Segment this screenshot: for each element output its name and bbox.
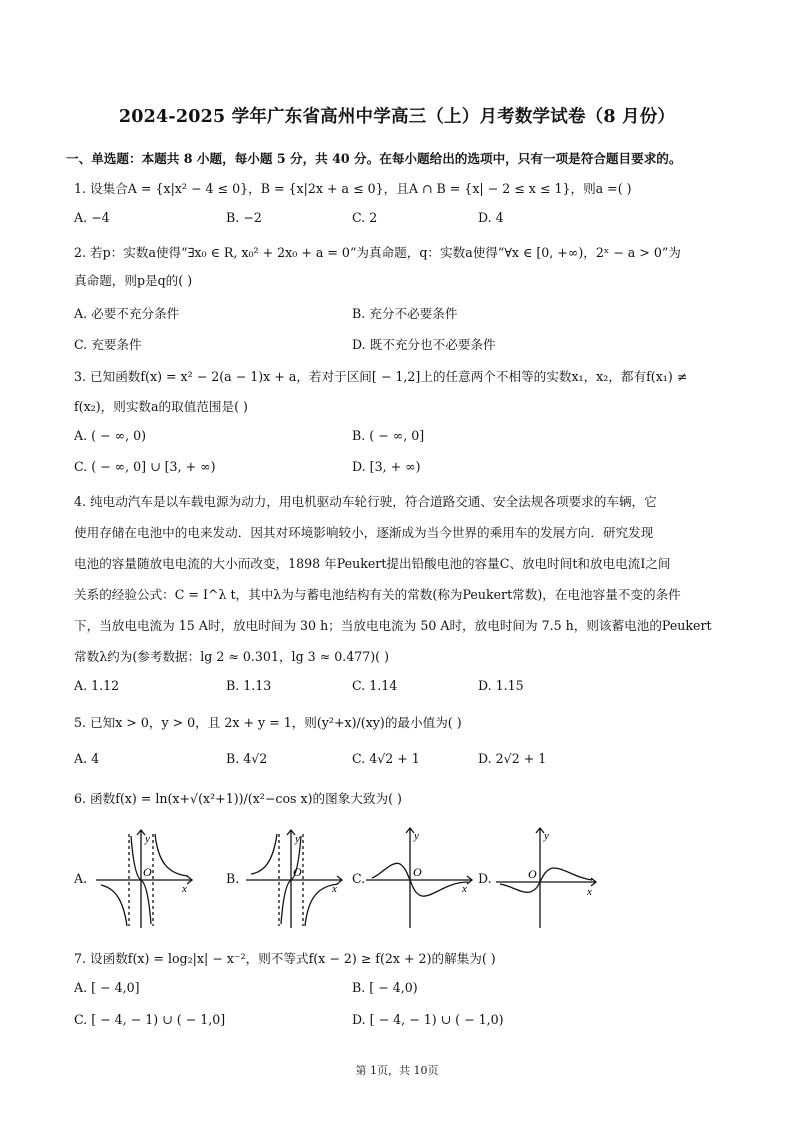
question-6-option-c: C. bbox=[352, 871, 366, 886]
question-3-option-c: C. ( − ∞, 0] ∪ [3, + ∞) bbox=[74, 459, 216, 474]
question-6-option-b: B. bbox=[226, 871, 240, 886]
y-axis-label: y bbox=[145, 833, 150, 845]
question-2-option-d: D. 既不充分也不必要条件 bbox=[352, 337, 496, 352]
question-5-option-d: D. 2√2 + 1 bbox=[478, 751, 547, 766]
curve-left bbox=[101, 885, 127, 926]
function-curve bbox=[500, 868, 592, 892]
page-title: 2024-2025 学年广东省高州中学高三（上）月考数学试卷（8 月份） bbox=[118, 107, 676, 127]
question-3-option-b: B. ( − ∞, 0] bbox=[352, 428, 425, 443]
question-4-text-line-5: 下，当放电电流为 15 A时，放电时间为 30 h；当放电电流为 50 A时，放电时间为 7.5 h，则该蓄电池的Peukert bbox=[74, 618, 712, 633]
question-5-text: 5. 已知x > 0，y > 0，且 2x + y = 1，则(y²+x)/(xy)的最小值为( ) bbox=[74, 715, 462, 730]
curve-left bbox=[251, 834, 277, 874]
question-4-option-b: B. 1.13 bbox=[226, 678, 272, 693]
graph-d bbox=[496, 822, 602, 930]
question-6-option-a: A. bbox=[74, 871, 88, 886]
question-2-option-b: B. 充分不必要条件 bbox=[352, 306, 458, 321]
question-2-option-c: C. 充要条件 bbox=[74, 337, 142, 352]
question-7-option-a: A. [ − 4,0] bbox=[74, 980, 140, 995]
question-6-text: 6. 函数f(x) = ln(x+√(x²+1))/(x²−cos x)的图象大致为( ) bbox=[74, 791, 402, 806]
y-axis-label: y bbox=[414, 830, 419, 842]
question-3-option-a: A. ( − ∞, 0) bbox=[74, 428, 146, 443]
origin-label: O bbox=[413, 865, 422, 879]
x-axis-label: x bbox=[587, 886, 592, 898]
question-5-option-a: A. 4 bbox=[74, 751, 100, 766]
section-heading: 一、单选题：本题共 8 小题，每小题 5 分，共 40 分。在每小题给出的选项中，只有一项是符合题目要求的。 bbox=[66, 151, 682, 166]
y-axis-label: y bbox=[544, 830, 549, 842]
question-1-option-c: C. 2 bbox=[352, 210, 378, 225]
question-4-text-line-1: 4. 纯电动汽车是以车载电源为动力，用电机驱动车轮行驶，符合道路交通、安全法规各项要求的车辆，它 bbox=[74, 494, 657, 509]
question-5-option-b: B. 4√2 bbox=[226, 751, 268, 766]
origin-label: O bbox=[293, 865, 302, 879]
question-2-text-line-1: 2. 若p：实数a使得“∃x₀ ∈ R, x₀² + 2x₀ + a = 0”为真命题，q：实数a使得“∀x ∈ [0, +∞)，2ˣ − a > 0”为 bbox=[74, 245, 681, 260]
question-4-text-line-2: 使用存储在电池中的电来发动．因其对环境影响较小，逐渐成为当今世界的乘用车的发展方向．研究发现 bbox=[74, 525, 654, 540]
page-footer: 第 1页，共 10页 bbox=[355, 1064, 439, 1077]
question-1-option-a: A. −4 bbox=[74, 210, 110, 225]
question-2-text-line-2: 真命题，则p是q的( ) bbox=[74, 273, 193, 288]
question-3-text-line-2: f(x₂)，则实数a的取值范围是( ) bbox=[74, 399, 248, 414]
question-4-option-c: C. 1.14 bbox=[352, 678, 398, 693]
question-3-option-d: D. [3, + ∞) bbox=[352, 459, 421, 474]
x-axis-label: x bbox=[332, 883, 337, 895]
question-7-text: 7. 设函数f(x) = log₂|x| − x⁻²，则不等式f(x − 2) ≥ f(2x + 2)的解集为( ) bbox=[74, 951, 496, 966]
curve-right bbox=[155, 834, 188, 876]
graph-c bbox=[366, 822, 476, 930]
graph-a bbox=[96, 822, 196, 930]
question-4-option-a: A. 1.12 bbox=[74, 678, 120, 693]
question-1-option-d: D. 4 bbox=[478, 210, 504, 225]
question-4-text-line-4: 关系的经验公式：C = I^λ t，其中λ为与蓄电池结构有关的常数(称为Peukert常数)，在电池容量不变的条件 bbox=[74, 587, 681, 602]
origin-label: O bbox=[143, 865, 152, 879]
question-4-text-line-3: 电池的容量随放电电流的大小而改变，1898 年Peukert提出铅酸电池的容量C、放电时间t和放电电流I之间 bbox=[74, 556, 671, 571]
question-5-option-c: C. 4√2 + 1 bbox=[352, 751, 420, 766]
question-1-option-b: B. −2 bbox=[226, 210, 262, 225]
question-7-option-d: D. [ − 4, − 1) ∪ ( − 1,0) bbox=[352, 1012, 504, 1027]
x-axis-label: x bbox=[182, 883, 187, 895]
y-axis-label: y bbox=[295, 833, 300, 845]
question-6-option-d: D. bbox=[478, 871, 492, 886]
question-7-option-b: B. [ − 4,0) bbox=[352, 980, 418, 995]
question-4-option-d: D. 1.15 bbox=[478, 678, 524, 693]
origin-label: O bbox=[528, 867, 537, 881]
x-axis-label: x bbox=[462, 883, 467, 895]
question-4-text-line-6: 常数λ约为(参考数据：lg 2 ≈ 0.301，lg 3 ≈ 0.477)( ) bbox=[74, 649, 390, 664]
question-7-option-c: C. [ − 4, − 1) ∪ ( − 1,0] bbox=[74, 1012, 226, 1027]
question-1-text: 1. 设集合A = {x|x² − 4 ≤ 0}，B = {x|2x + a ≤ 0}，且A ∩ B = {x| − 2 ≤ x ≤ 1}，则a =( ) bbox=[74, 181, 632, 196]
question-3-text-line-1: 3. 已知函数f(x) = x² − 2(a − 1)x + a，若对于区间[ − 1,2]上的任意两个不相等的实数x₁，x₂，都有f(x₁) ≠ bbox=[74, 369, 688, 384]
graph-b bbox=[246, 822, 346, 930]
question-2-option-a: A. 必要不充分条件 bbox=[74, 306, 180, 321]
